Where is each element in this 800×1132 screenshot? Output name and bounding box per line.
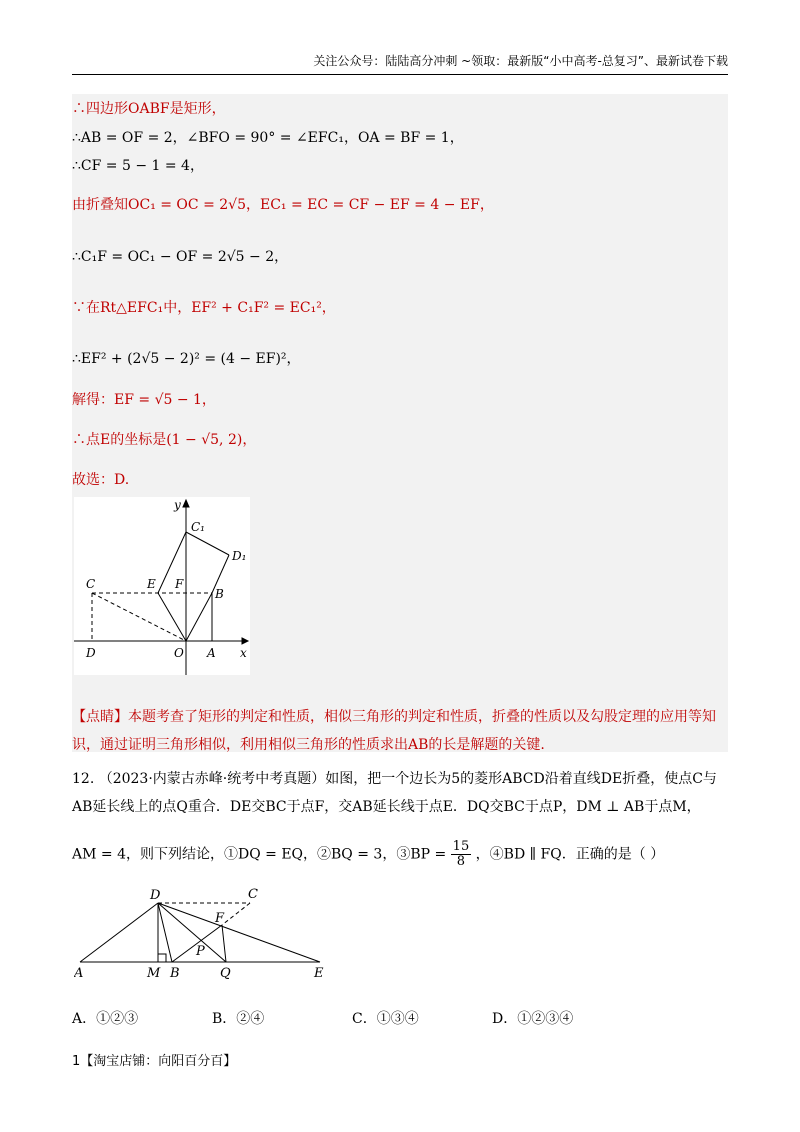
label-f: F [175,577,184,591]
line-ad [80,903,158,962]
option-b-letter: B． [212,1011,237,1027]
label-d: D [86,646,96,660]
solution-block [72,94,728,752]
question-line-1: 12. （2023·内蒙古赤峰·统考中考真题）如图，把一个边长为5的菱形ABCD沿着直线DE折叠，使点C与 [72,771,717,787]
label-e: E [314,966,324,981]
label-m: M [147,966,161,981]
line-c1d1 [186,532,229,555]
option-d[interactable] [492,1008,573,1028]
option-c-letter: C． [352,1011,377,1027]
right-angle-mark [158,954,166,962]
option-a-text: ①②③ [96,1011,139,1027]
label-c1: C₁ [191,520,205,534]
solution-line-3: ∴CF = 5 − 1 = 4， [72,158,204,174]
question-line-2: AB延长线上的点Q重合．DE交BC于点F，交AB延长线于点E．DQ交BC于点P，DM ⊥ AB于点M， [72,799,701,815]
label-a: A [207,646,216,660]
x-axis-arrow [242,638,248,644]
label-d1: D₁ [232,549,247,563]
label-p: P [196,944,205,959]
label-b: B [215,587,224,601]
question-line-3-post: ，④BD ∥ FQ．正确的是（ ） [475,846,665,863]
header-text: 关注公众号：陆陆高分冲刺 ~领取：最新版“小中高考-总复习”、最新试卷下载 [313,54,728,68]
label-d: D [150,888,161,903]
dashed-line-cf [222,903,250,925]
line-db [158,903,172,962]
solution-line-8: 解得：EF = √5 − 1， [72,392,216,408]
option-a[interactable] [72,1008,138,1028]
label-e: E [147,577,156,591]
y-axis-arrow [183,500,189,507]
note-line-1: 【点睛】本题考查了矩形的判定和性质，相似三角形的判定和性质，折叠的性质以及勾股定理的应用等知 [72,709,716,725]
label-y: y [174,498,181,512]
label-q: Q [220,966,231,981]
option-d-text: ①②③④ [517,1011,574,1027]
option-a-letter: A． [72,1011,97,1027]
solution-line-5: ∴C₁F = OC₁ − OF = 2√5 − 2， [72,249,289,265]
fraction-denominator: 8 [456,854,466,869]
page-footer: 1【淘宝店铺：向阳百分百】 [72,1054,237,1069]
coordinate-figure-svg [74,497,250,675]
line-ob [186,593,212,641]
fraction-bp [451,840,472,869]
solution-line-10: 故选：D. [72,472,130,488]
option-d-letter: D． [492,1011,518,1027]
question-line-3 [72,840,664,869]
option-b[interactable] [212,1008,264,1028]
label-o: O [174,646,184,660]
label-f: F [215,911,225,926]
rhombus-figure-svg [74,885,336,985]
coordinate-figure [74,497,250,675]
line-fq [222,925,226,962]
label-x: x [240,646,247,660]
solution-line-6: ∵在Rt△EFC₁中，EF² + C₁F² = EC₁²， [72,300,336,316]
page-header [72,52,728,75]
label-c: C [248,887,258,902]
solution-line-4: 由折叠知OC₁ = OC = 2√5，EC₁ = EC = CF − EF = 4 − EF， [72,197,494,213]
option-b-text: ②④ [236,1011,265,1027]
solution-line-7: ∴EF² + (2√5 − 2)² = (4 − EF)²， [72,351,301,367]
solution-line-1: ∴四边形OABF是矩形， [72,101,226,117]
note-line-2: 识，通过证明三角形相似，利用相似三角形的性质求出AB的长是解题的关键. [72,737,545,753]
fraction-numerator: 15 [452,839,470,854]
label-a: A [74,966,84,981]
line-oe [158,593,186,641]
option-c[interactable] [352,1008,419,1028]
label-c: C [86,577,96,591]
solution-line-2: ∴AB = OF = 2，∠BFO = 90° = ∠EFC₁，OA = BF = 1， [72,130,464,146]
question-line-3-pre: AM = 4，则下列结论，①DQ = EQ，②BQ = 3，③BP = [72,846,447,863]
label-b: B [170,966,180,981]
option-c-text: ①③④ [376,1011,419,1027]
rhombus-figure [74,885,336,985]
solution-line-9: ∴点E的坐标是(1 − √5, 2)， [72,432,257,448]
